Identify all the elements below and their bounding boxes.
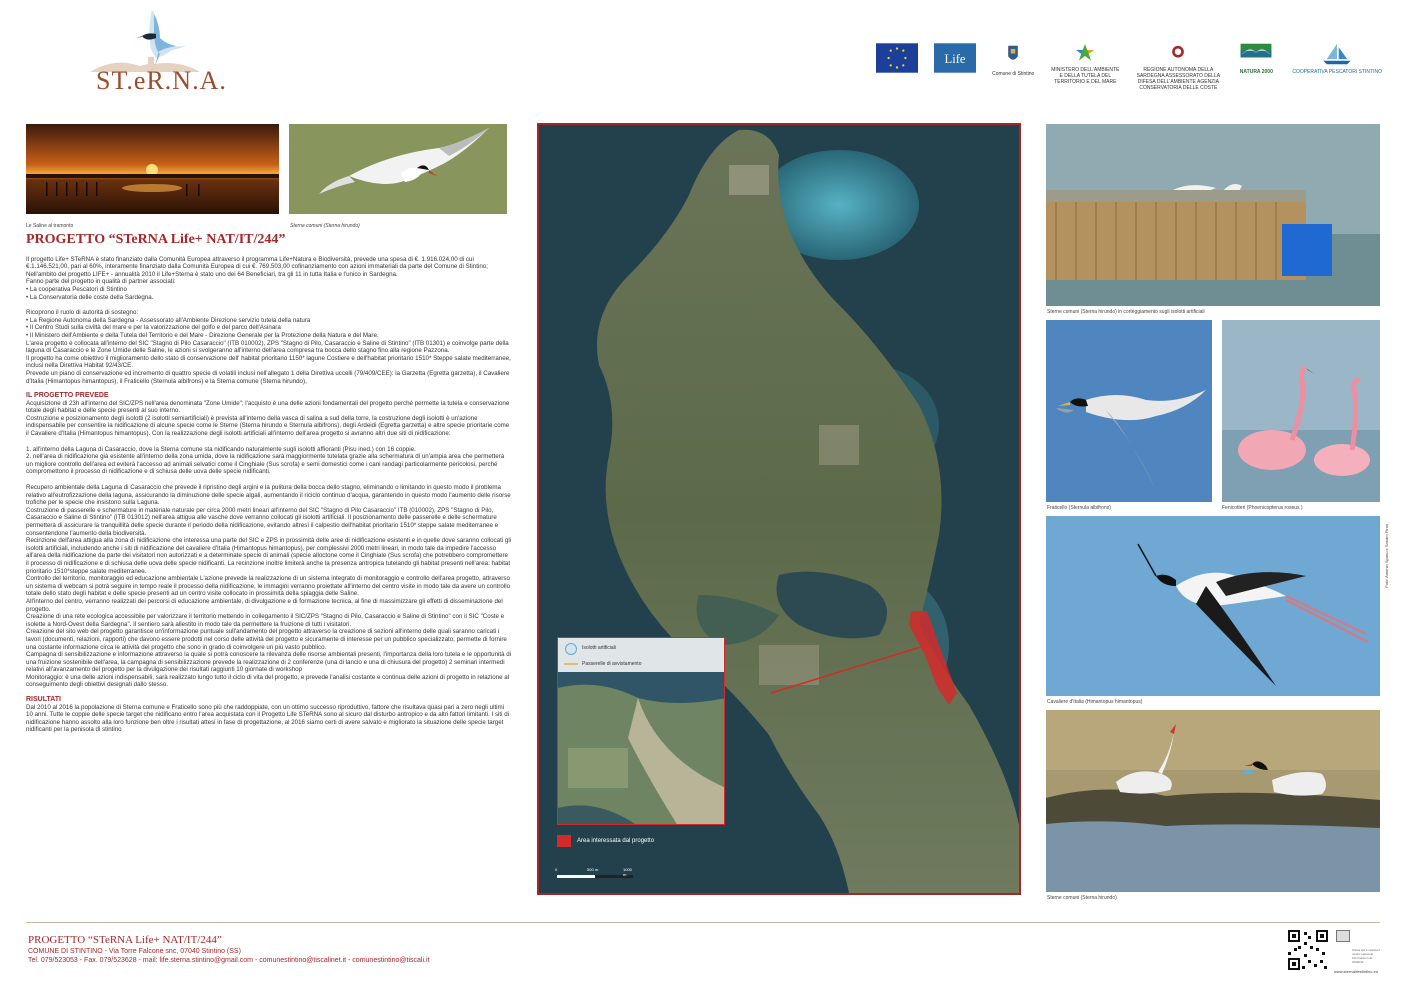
stintino-crest-icon bbox=[998, 42, 1028, 68]
walkway-icon bbox=[564, 662, 578, 666]
brochure-note: Clicca qui e scarica il nostro opuscolo informativo Life STeRNA bbox=[1352, 948, 1381, 964]
ministero-caption: MINISTERO DELL'AMBIENTE E DELLA TUTELA DEL TERRITORIO E DEL MARE bbox=[1051, 67, 1120, 85]
life-icon bbox=[934, 42, 976, 74]
legend-area: Area interessata dal progetto bbox=[577, 838, 655, 844]
islets-icon bbox=[564, 642, 578, 656]
roles-p4: • Il Ministero dell'Ambiente e della Tutela del Territorio e del Mare - Direzione Generale per la Protezione della Natura e del Mare. bbox=[26, 331, 379, 339]
nidi-p1: 1. all'interno della Laguna di Casaraccio, dove la Sterna comune sta nidificando naturalmente sugli isolotti affioranti (Pisu ined.) con 16 coppie. bbox=[26, 445, 416, 453]
nest-photo bbox=[1046, 124, 1380, 306]
prevede-heading: IL PROGETTO PREVEDE bbox=[26, 392, 109, 400]
roles-p1: Ricoprono il ruolo di autorità di sostegno: bbox=[26, 309, 139, 317]
fraticello-photo bbox=[1046, 320, 1212, 502]
cooperativa-logo bbox=[1292, 42, 1382, 75]
intro-p4: • La cooperativa Pescatori di Stintino bbox=[26, 285, 127, 293]
area-swatch bbox=[557, 835, 571, 847]
footer-address: COMUNE DI STINTINO - Via Torre Falcone snc, 07040 Stintino (SS) bbox=[28, 948, 241, 955]
azioni-p7: Creazione del sito web del progetto garantisce un'informazione puntuale sull'andamento del progetto attraverso la creazione di sezioni all'interno delle quali saranno caricati i lavori (documenti, relazioni, rapporti) che davono essere prodotti nel corso delle attività del progetto e sicuramente di interesse per un pubblico specializzato; permette di fornire una costante informazione circa le attività del progetto che sono in grado di coinvolgere un più vasto pubblico. bbox=[26, 628, 507, 651]
roles-p5: L'area progetto è collocata all'interno del SIC "Stagno di Pilo Casaraccio" (ITB 010002), ZPS "Stagno di Pilo, Casaraccio e Saline di Stintino" (ITB 01301) e coinvolge parte della laguna di Casaraccio e le Zone Umide delle Saline, le azioni si svolgeranno all'interno dell'area compresa tra bocca dello stagno fino alla regione Pazzona. bbox=[26, 339, 509, 355]
footer-title: PROGETTO “STeRNA Life+ NAT/IT/244” bbox=[28, 934, 222, 946]
qr-code-icon bbox=[1286, 928, 1330, 972]
footer-contacts: Tel. 079/523053 - Fax. 079/523628 - mail: life.sterna.stintino@gmail.com - comunestintino@tiscalinet.it - comunestintino@tiscali.it bbox=[28, 957, 430, 964]
legend-islets: Isolotti artificiali bbox=[582, 645, 616, 651]
regione-caption: REGIONE AUTONOMA DELLA SARDEGNA ASSESSORATO DELLA DIFESA DELL'AMBIENTE AGENZIA CONSERVATORIA DELLE COSTE bbox=[1136, 67, 1221, 91]
azioni-p3: Recinzione dell'area attigua alla zona di nidificazione che interessa una parte del SIC e ZPS in prossimità delle aree di nidificazione esistenti e in quelle dove saranno collocati gli isolotti artificiali, includendo anche i siti di nidificazione del cavaliere d'Italia (Himantopus himantopus), per complessivi 2000 metri lineari, in modo tale da impedire l'accesso all'area della nidificazione da parte dei visitatori non autorizzati e a determinate specie di animali (specie alloctone come il Cinghiale (Sus scrofa) che potrebbero compromettere il processo di nidificazione e di schiusa delle uova delle specie nidificanti. La recinzione inoltre limiterà anche la presenza antropica tutelando gli habitat presenti nell'area: habitat prioritario 1510*steppe salate mediterranee. bbox=[26, 537, 512, 575]
natura-caption: NATURA 2000 bbox=[1239, 69, 1273, 75]
partner-logos bbox=[876, 42, 1382, 90]
natura-2000-icon bbox=[1236, 42, 1276, 66]
nidi-p2: 2. nell'area di nidificazione già esistente all'interno della zona umida, dove la nidificazione sarà maggiormente tutelata grazie alla schermatura di un'ampia area che permetterà un migliore controllo dell'area ed eviterà l'accesso ad animali selvatici come il Cinghiale (Sus scrofa) e semi domestici come i cani randagi particolarmente pericolosi, perché compromettono il processo di nidificazione e di schiusa delle uova delle specie nidificanti. bbox=[26, 453, 505, 476]
area-legend bbox=[557, 835, 654, 847]
azioni-p4: Controllo del territorio, monitoraggio ed educazione ambientale L'azione prevede la realizzazione di un sistema integrato di monitoraggio e controllo dell'area progetto, attraverso un sistema di webcam si potrà seguire in tempo reale il processo della nidificazione, le immagini verranno proiettate all'interno del centro visite in modo tale da avere un controllo totale dello stato degli habitat e delle specie presenti ad un centro visite collocato in prossimità della spiaggia delle Saline. bbox=[26, 575, 511, 598]
fenicotteri-caption: Fenicotteri (Phoenicopterus roseus ) bbox=[1222, 505, 1303, 511]
risultati-heading: RISULTATI bbox=[26, 696, 61, 704]
roles-p2: • La Regione Autonoma della Sardegna - Assessorato all'Ambiente Direzione servizio tutela della natura bbox=[26, 316, 311, 324]
cooperativa-caption: COOPERATIVA PESCATORI STINTINO bbox=[1292, 69, 1382, 75]
natura-2000-logo bbox=[1236, 42, 1276, 75]
scale-label-1000: 1000 m. bbox=[623, 867, 632, 877]
azioni-p8: Campagna di sensibilizzazione e informazione attraverso la quale si potrà conoscere la rilevanza delle risorse ambientali presenti, l'importanza della loro tutela e le opportunità di una fruizione sostenibile dell'area, la campagna di sensibilizzazione prevede la realizzazione di 2 conferenze (una di lancio e una di chiusura del progetto) 2 seminari intermedi relativi all'avanzamento del progetto per la divulgazione dei risultati raggiunti 10 giornate di workshop bbox=[26, 651, 512, 674]
fraticello-caption: Fraticello (Sternula albifrons) bbox=[1047, 505, 1111, 511]
inset-legend bbox=[558, 638, 725, 672]
stintino-logo bbox=[992, 42, 1034, 77]
azioni-p5: All'interno del centro, verranno realizzati dei percorsi di educazione ambientale, di divulgazione e di formazione tecnica, al fine di massimizzare gli effetti di disseminazione del progetto. bbox=[26, 597, 503, 613]
project-map bbox=[537, 123, 1021, 895]
sailboat-icon bbox=[1320, 42, 1354, 66]
tern-caption: Sterne comuni (Sterna hirundo) bbox=[290, 223, 360, 229]
footer-divider bbox=[26, 922, 1380, 923]
logo-text: ST.eR.N.A. bbox=[96, 66, 227, 95]
azioni-p2: Costruzione di passerelle e schermature in materiale naturale per circa 2000 metri lineari all'interno del SIC "Stagno di Pilo Casaraccio" ITB (010002), ZPS "Stagno di Pilo, Casaraccio e Saline di Stintino" (ITB 013012) nell'area attigua alle vasche dove verranno collocati gli isolotti artificiali. Il posizionamento delle passerelle e delle schermature permetterà di assicurare la tranquillità delle specie durante il periodo della nidificazione, evitando altresì il calpestio dell'habitat prioritario 1510* steppe salate mediterranee e consentendone l'aumento della biodiversità. bbox=[26, 506, 499, 537]
regione-sardegna-icon bbox=[1165, 42, 1191, 64]
eu-flag-icon bbox=[876, 42, 918, 74]
project-text bbox=[26, 232, 512, 734]
cavaliere-caption: Cavaliere d'Italia (Himantopus himantopus) bbox=[1047, 699, 1143, 705]
ministero-logo bbox=[1050, 42, 1120, 85]
intro-p1: Il progetto Life+ STeRNA è stato finanziato dalla Comunità Europea attraverso il programma Life+Natura e Biodiversità, prevede una spesa di €. 1.916.024,00 di cui €.1.146.521,00, pari al 60%, interamente finanziato dalla Comunità Europea di cui €. 769.503,00 cofinanziamento con azioni immateriali da parte del Comune di Stintino; bbox=[26, 255, 488, 271]
intro-p3: Fanno parte del progetto in qualità di partner associati: bbox=[26, 278, 176, 286]
fenicotteri-photo bbox=[1222, 320, 1380, 502]
sterne-caption: Sterne comuni (Sterna hirundo) bbox=[1047, 895, 1117, 901]
prevede-p1: Acquisizione di 23h all'interno del SIC/ZPS nell'area denominata "Zone Umide"; l'acquisto è una delle azioni fondamentali del progetto perché permette la tutela e conservazione totale degli habitat e delle specie presenti al suo interno. bbox=[26, 399, 510, 415]
scale-bar bbox=[557, 867, 637, 881]
sunset-caption: Le Saline al tramonto bbox=[26, 223, 74, 229]
azioni-p1: Recupero ambientale della Laguna di Casaraccio che prevede il ripristino degli argini e la pulitura della bocca dello stagno, eliminando o limitando in questo modo il problema relativo all'eutrofizzazione della laguna, assicurando la diminuzione delle specie algali, aumentando il riciclo continuo d'acqua, garantendo in questo modo l'aumento delle risorse trofiche per le specie che insistono sulla Laguna. bbox=[26, 484, 511, 507]
svg-text:Life: Life bbox=[944, 52, 966, 67]
footer-site[interactable]: www.sternalifestintino.eu bbox=[1334, 969, 1379, 974]
nest-caption: Sterne comuni (Sterna hirundo) in corteggiamento sugli isolotti artificiali bbox=[1047, 309, 1205, 315]
life-logo bbox=[934, 42, 976, 74]
regione-logo bbox=[1136, 42, 1220, 91]
photo-credit: Foto: Antonio Spanu e Sandro Piras bbox=[1384, 524, 1389, 588]
roles-p3: • Il Centro Studi sulla civiltà del mare e per la valorizzazione del golfo e del parco dell'Asinara bbox=[26, 324, 281, 332]
sunset-photo bbox=[26, 124, 279, 214]
sterne-photo bbox=[1046, 710, 1380, 892]
stintino-caption: Comune di Stintino bbox=[992, 71, 1035, 77]
ministero-star-icon bbox=[1070, 42, 1100, 64]
scale-label-0: 0 bbox=[555, 867, 558, 872]
prevede-p2: Costruzione e posizionamento degli isolotti (2 isolotti semiartificiali) è prevista all'interno della vasca di salina a sud della torre, la costruzione degli isolotti è un'azione indispensabile per consentire la nidificazione di alcune specie come le Sterne (Sterna hirundo e Sternula albifrons), degli Ardeidi (Egretta garzetta) e altre specie prioritarie come il Cavaliere d'Italia (Himantopus himantopus). Con la realizzazione degli isolotti artificiali all'interno dell'area progetto si avranno altri due siti di nidificazione: bbox=[26, 414, 510, 438]
project-title: PROGETTO “STeRNA Life+ NAT/IT/244” bbox=[26, 232, 286, 247]
map-inset bbox=[557, 637, 725, 825]
roles-p6: Il progetto ha come obiettivo il miglioramento dello stato di conservazione dell' habitat prioritario 1150* lagune Costiere e dell'habitat prioritario 1510* Steppe salate mediterranee, inclusi nella Direttiva Habitat 92/43/CE. bbox=[26, 354, 511, 370]
scale-label-500: 500 m. bbox=[587, 867, 600, 872]
footer bbox=[28, 936, 429, 965]
brochure-icon bbox=[1336, 930, 1350, 942]
qr-code[interactable] bbox=[1286, 928, 1330, 972]
cavaliere-photo bbox=[1046, 516, 1380, 696]
risultati-p: Dal 2010 al 2016 la popolazione di Sterna comune e Fraticello sono più che raddoppiate, con un ottimo successo riproduttivo, fattore che risultava quasi pari a zero negli ultimi 10 anni. Tutte le coppie delle specie target che nidificano entro l'area acquistata con il Progetto Life STeRNA sono al sicuro dal disturbo antropico e da altri fattori limitanti. I siti di nidificazione hanno assolto alla loro funzione ben oltre i risultati attesi in fase di progettazione, al 2016 siamo certi di avere salvato e migliorato la situazione delle specie target nidificanti per la penisola di stintino bbox=[26, 703, 510, 734]
eu-flag-logo bbox=[876, 42, 918, 74]
roles-p7: Prevede un piano di conservazione ed incremento di quattro specie di volatili inclusi nell'allegato 1 della Direttiva uccelli (79/409/CEE): la Garzetta (Egretta garzetta), il Cavaliere d'Italia (Himantopus himantopus), il Fraticello (Sternula albifrons) e la Sterna comune (Sterna hirundo), bbox=[26, 369, 510, 385]
tern-photo bbox=[289, 124, 507, 214]
azioni-p6: Creazione di una rete ecologica accessibile per valorizzare il territorio mettendo in collegamento il SIC/ZPS "Stagno di Pilo, Casaraccio e Saline di Stintino" con il SIC "Coste e isolette a Nord-Ovest della Sardegna". Il sentiero sarà allestito in modo tale da permettere la fruizione di tutti i visitatori. bbox=[26, 613, 505, 628]
azioni-p9: Monitoraggio: è una delle azioni indispensabili, sarà realizzato lungo tutto il ciclo di vita del progetto, e prevede l'analisi costante e continua delle azioni di progetto in relazione al conseguimento degli obiettivi designati dallo stesso. bbox=[26, 673, 510, 689]
intro-p2: Nell'ambito del progetto LIFE+ - annualità 2010 il Life+Sterna è stato uno dei 64 Beneficiari, tra gli 11 in tutta Italia e l'unico in Sardegna. bbox=[26, 270, 398, 278]
legend-walkway: Passerelle di avvistamento bbox=[582, 661, 642, 667]
intro-p5: • La Conservatoria delle coste della Sardegna. bbox=[26, 293, 154, 301]
